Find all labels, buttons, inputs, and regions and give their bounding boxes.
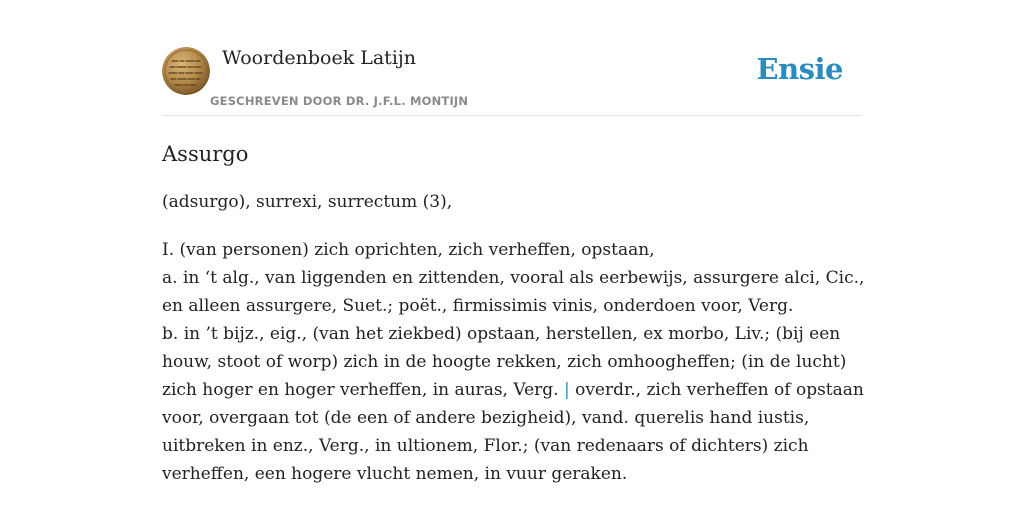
entry-line: verheffen, een hogere vlucht nemen, in vuur geraken. [162,464,628,484]
entry-title: Assurgo [162,142,249,166]
site-title[interactable]: Woordenboek Latijn [222,47,417,69]
entry-line: en alleen assurgere, Suet.; poët., firmissimis vinis, onderdoen voor, Verg. [162,296,794,316]
entry-line: voor, overgaan tot (de een of andere bezigheid), vand. querelis hand iustis, [162,408,810,428]
entry-line: b. in ’t bijz., eig., (van het ziekbed) opstaan, herstellen, ex morbo, Liv.; (bij een [162,324,841,344]
entry-line: a. in ‘t alg., van liggenden en zittenden, vooral als eerbewijs, assurgere alci, Cic., [162,268,865,288]
author-byline: GESCHREVEN DOOR DR. J.F.L. MONTIJN [210,94,469,108]
ancient-coin-icon[interactable] [162,47,210,95]
dictionary-entry [162,140,865,488]
entry-line: houw, stoot of worp) zich in de hoogte rekken, zich omhoogheffen; (in de lucht) [162,352,847,372]
entry-intro: (adsurgo), surrexi, surrectum (3), [162,192,453,212]
entry-line-part: overdr., zich verheffen of opstaan [575,380,864,400]
brand-logo[interactable]: Ensie [756,52,843,86]
entry-line: I. (van personen) zich oprichten, zich verheffen, opstaan, [162,240,655,260]
sense-separator: | [563,380,570,400]
entry-body [162,236,865,488]
entry-line-part: zich hoger en hoger verheffen, in auras, Verg. [162,380,559,400]
entry-line [162,376,862,404]
entry-line: uitbreken in enz., Verg., in ultionem, Flor.; (van redenaars of dichters) zich [162,436,809,456]
site-header [162,46,862,116]
